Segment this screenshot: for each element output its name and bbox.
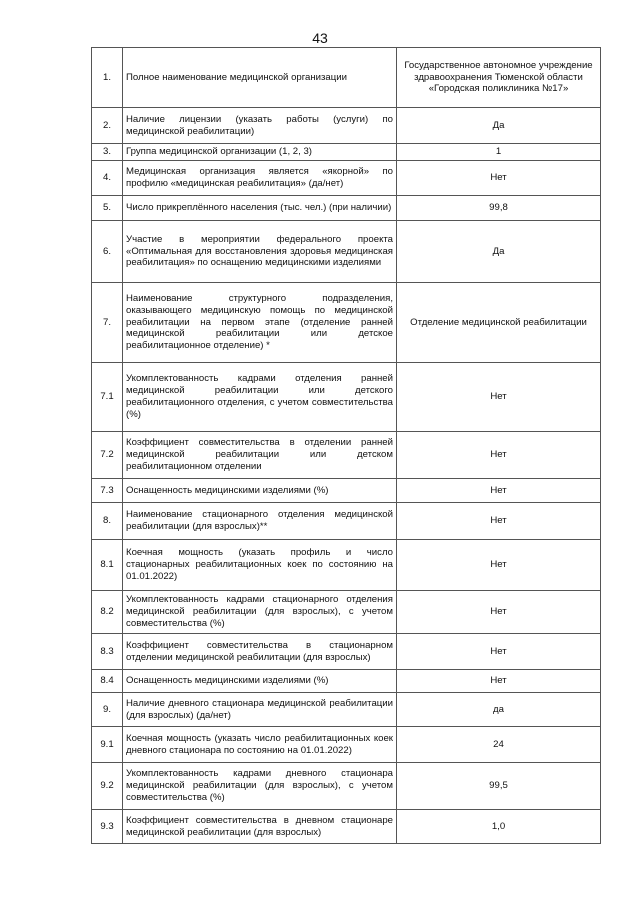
row-number: 3.	[92, 144, 123, 161]
row-label: Наличие дневного стационара медицинской реабилитации (для взрослых) (да/нет)	[123, 693, 397, 727]
row-label: Участие в мероприятии федерального проекта «Оптимальная для восстановления здоровья медицинская реабилитация» по оснащению медицинскими изделиями	[123, 221, 397, 283]
row-label: Наименование структурного подразделения, оказывающего медицинскую помощь по медицинской реабилитации на первом этапе (отделение ранней медицинской реабилитации или детское реабилитационное отделение) *	[123, 283, 397, 363]
row-number: 7.3	[92, 479, 123, 503]
row-value: Нет	[397, 634, 601, 670]
row-label: Медицинская организация является «якорной» по профилю «медицинская реабилитация» (да/нет)	[123, 161, 397, 196]
table-row	[92, 196, 601, 221]
row-value: Нет	[397, 479, 601, 503]
table-row	[92, 634, 601, 670]
row-number: 6.	[92, 221, 123, 283]
table-row	[92, 108, 601, 144]
row-number: 9.2	[92, 763, 123, 810]
row-label: Укомплектованность кадрами дневного стационара медицинской реабилитации (для взрослых), с учетом совместительства (%)	[123, 763, 397, 810]
row-number: 7.2	[92, 432, 123, 479]
table-row	[92, 540, 601, 591]
row-label: Укомплектованность кадрами отделения ранней медицинской реабилитации или детского реабилитационного отделения, с учетом совместительства (%)	[123, 363, 397, 432]
rehabilitation-info-table	[91, 47, 601, 844]
row-value: 1	[397, 144, 601, 161]
row-number: 5.	[92, 196, 123, 221]
row-number: 9.1	[92, 727, 123, 763]
table-row	[92, 591, 601, 634]
row-value: Нет	[397, 503, 601, 540]
table-row	[92, 727, 601, 763]
row-number: 8.2	[92, 591, 123, 634]
row-value: Нет	[397, 670, 601, 693]
page-number: 43	[312, 30, 328, 46]
row-label: Оснащенность медицинскими изделиями (%)	[123, 479, 397, 503]
row-label: Полное наименование медицинской организации	[123, 48, 397, 108]
row-value: Нет	[397, 363, 601, 432]
row-label: Укомплектованность кадрами стационарного отделения медицинской реабилитации (для взрослых), с учетом совместительства (%)	[123, 591, 397, 634]
row-value: Государственное автономное учреждение здравоохранения Тюменской области «Городская поликлиника №17»	[397, 48, 601, 108]
table-row	[92, 144, 601, 161]
row-number: 7.	[92, 283, 123, 363]
table-row	[92, 48, 601, 108]
table-row	[92, 670, 601, 693]
table-row	[92, 283, 601, 363]
table-row	[92, 763, 601, 810]
row-value: Нет	[397, 540, 601, 591]
row-value: Нет	[397, 161, 601, 196]
row-label: Оснащенность медицинскими изделиями (%)	[123, 670, 397, 693]
row-label: Коечная мощность (указать профиль и число стационарных реабилитационных коек по состоянию на 01.01.2022)	[123, 540, 397, 591]
row-number: 8.	[92, 503, 123, 540]
table-row	[92, 810, 601, 844]
table-row	[92, 363, 601, 432]
row-number: 2.	[92, 108, 123, 144]
row-value: да	[397, 693, 601, 727]
row-value: Да	[397, 108, 601, 144]
row-label: Коэффициент совместительства в дневном стационаре медицинской реабилитации (для взрослых)	[123, 810, 397, 844]
row-number: 9.	[92, 693, 123, 727]
row-number: 4.	[92, 161, 123, 196]
row-label: Коечная мощность (указать число реабилитационных коек дневного стационара по состоянию на 01.01.2022)	[123, 727, 397, 763]
row-value: 99,8	[397, 196, 601, 221]
row-label: Наличие лицензии (указать работы (услуги) по медицинской реабилитации)	[123, 108, 397, 144]
row-value: Нет	[397, 432, 601, 479]
row-value: Отделение медицинской реабилитации	[397, 283, 601, 363]
row-label: Наименование стационарного отделения медицинской реабилитации (для взрослых)**	[123, 503, 397, 540]
row-number: 8.3	[92, 634, 123, 670]
table-row	[92, 693, 601, 727]
row-number: 8.1	[92, 540, 123, 591]
table-row	[92, 432, 601, 479]
table-row	[92, 503, 601, 540]
row-label: Коэффициент совместительства в отделении ранней медицинской реабилитации или детском реабилитационном отделении	[123, 432, 397, 479]
row-value: Да	[397, 221, 601, 283]
row-value: Нет	[397, 591, 601, 634]
row-label: Группа медицинской организации (1, 2, 3)	[123, 144, 397, 161]
row-number: 9.3	[92, 810, 123, 844]
row-value: 99,5	[397, 763, 601, 810]
table-row	[92, 479, 601, 503]
row-label: Коэффициент совместительства в стационарном отделении медицинской реабилитации (для взрослых)	[123, 634, 397, 670]
row-number: 1.	[92, 48, 123, 108]
row-number: 8.4	[92, 670, 123, 693]
row-value: 24	[397, 727, 601, 763]
table-row	[92, 221, 601, 283]
row-label: Число прикреплённого населения (тыс. чел.) (при наличии)	[123, 196, 397, 221]
table-row	[92, 161, 601, 196]
row-number: 7.1	[92, 363, 123, 432]
row-value: 1,0	[397, 810, 601, 844]
